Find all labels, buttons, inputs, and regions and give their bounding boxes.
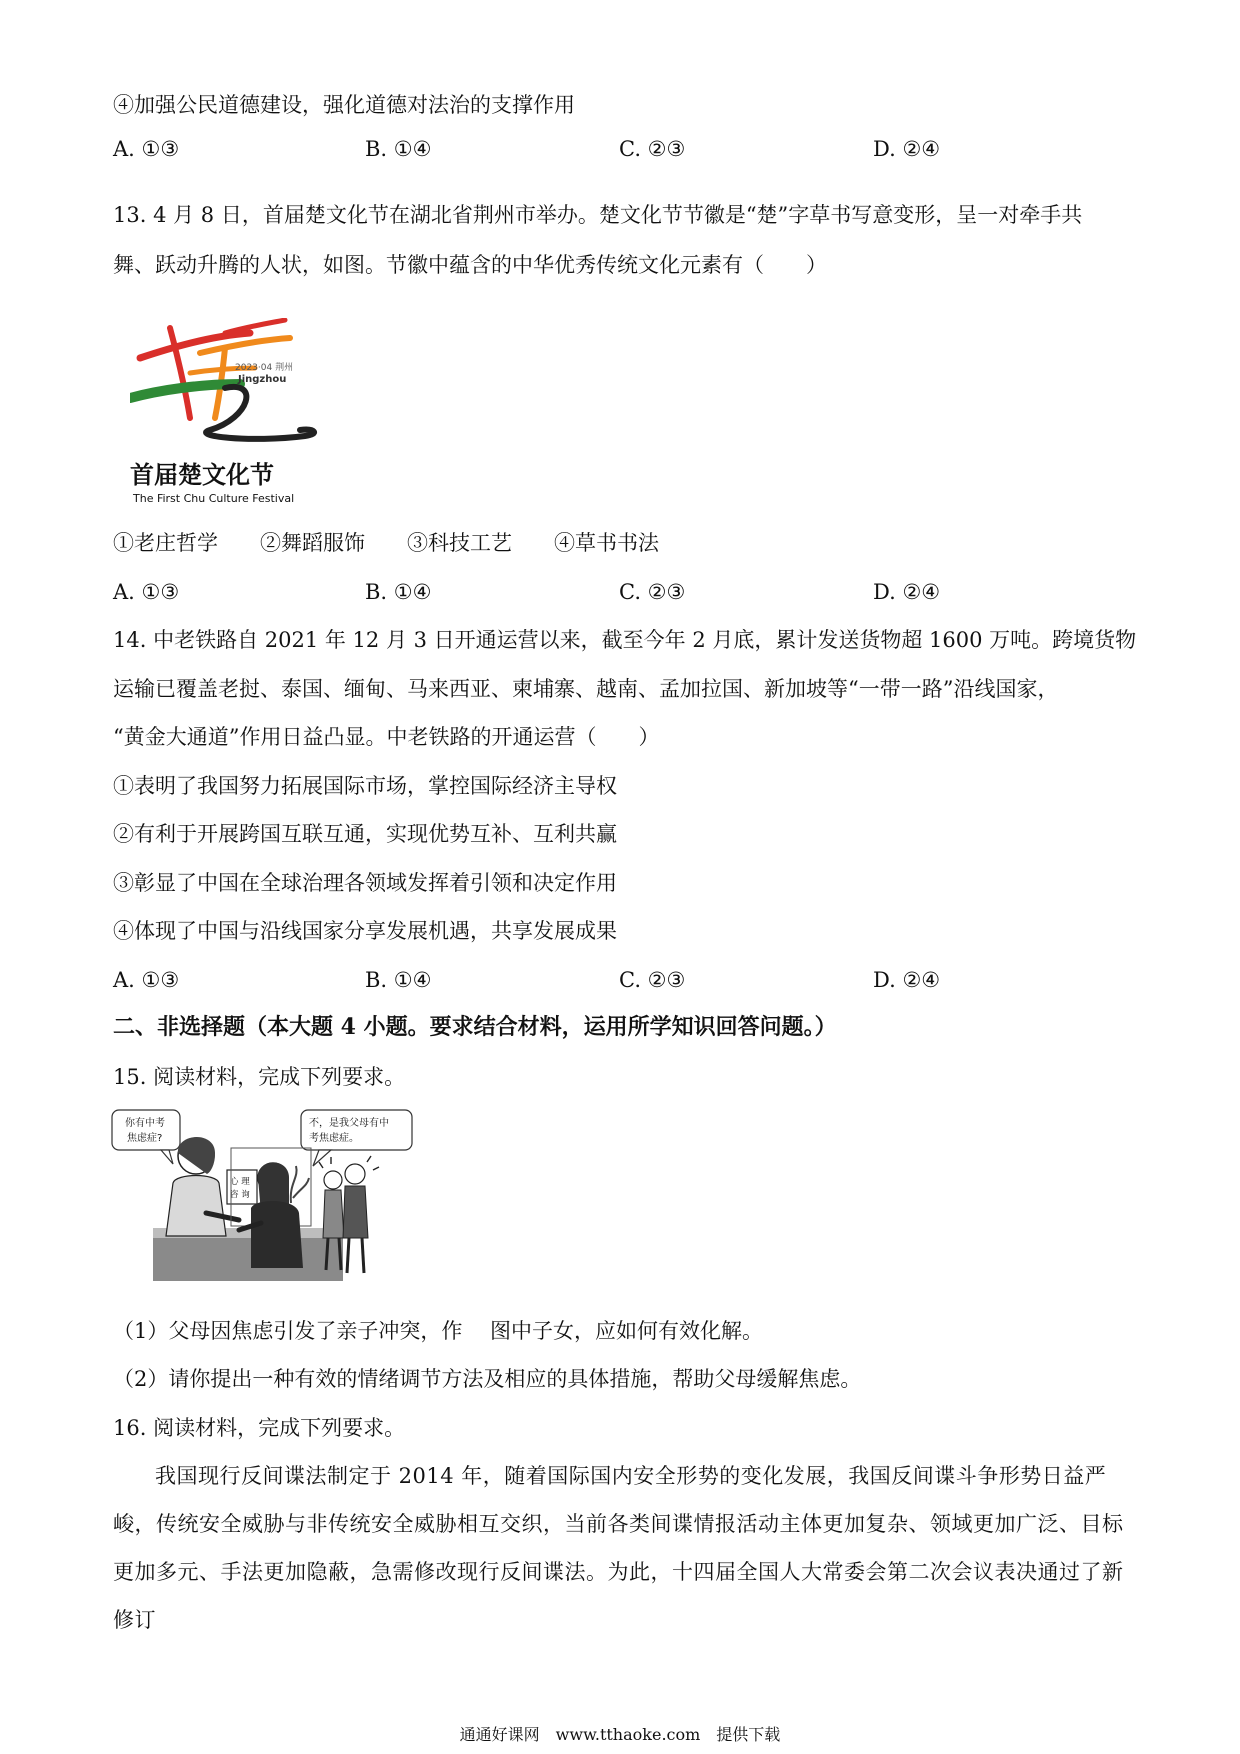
parent-anxiety-cartoon [111, 1108, 416, 1288]
q14-choice-d[interactable]: D. ②④ [873, 968, 941, 992]
q13-stem-line2: 舞、跃动升腾的人状，如图。节徽中蕴含的中华优秀传统文化元素有（ ） [113, 253, 827, 277]
parent-father-body [343, 1186, 368, 1238]
plant [291, 1166, 309, 1203]
logo-black-swoosh [206, 387, 314, 439]
q12-choices [113, 134, 973, 164]
q16-material: 我国现行反间谍法制定于 2014 年，随着国际国内安全形势的变化发展，我国反间谍斗争形势日益严峻，传统安全威胁与非传统安全威胁相互交织，当前各类间谍情报活动主体更加复杂、领域更加广泛、目标更加多元、手法更加隐蔽，急需修改现行反间谍法。为此，十四届全国人大常委会第二次会议表决通过了新修订 [113, 1464, 1124, 1632]
logo-red-stroke-3 [225, 320, 285, 333]
q14-option-3: ③彰显了中国在全球治理各领域发挥着引领和决定作用 [113, 871, 617, 895]
q13-choice-d[interactable]: D. ②④ [873, 580, 941, 604]
q12-choice-c[interactable]: C. ②③ [619, 137, 686, 161]
q13-choice-c[interactable]: C. ②③ [619, 580, 686, 604]
q12-option-4: ④加强公民道德建设，强化道德对法治的支撑作用 [113, 93, 575, 117]
parent-father-head [345, 1164, 365, 1184]
bubble-right-line2: 考焦虑症。 [309, 1133, 359, 1144]
speech-bubble-right-tail [313, 1150, 331, 1166]
q14-stem-line2: 运输已覆盖老挝、泰国、缅甸、马来西亚、柬埔寨、越南、孟加拉国、新加坡等“一带一路”沿线国家， [113, 677, 1059, 701]
q15-sub1: （1）父母因焦虑引发了亲子冲突，作 图中子女，应如何有效化解。 [113, 1319, 764, 1343]
q13-statements: ①老庄哲学 ②舞蹈服饰 ③科技工艺 ④草书书法 [113, 531, 659, 555]
page-footer[interactable]: 通通好课网 www.tthaoke.com 提供下载 [459, 1725, 781, 1744]
speech-bubble-right [301, 1110, 412, 1150]
parent-mother-head [324, 1171, 342, 1189]
bubble-left-line1: 你有中考 [125, 1118, 165, 1129]
q14-stem-line1: 14. 中老铁路自 2021 年 12 月 3 日开通运营以来，截至今年 2 月底，累计发送货物超 1600 万吨。跨境货物 [113, 628, 1137, 652]
logo-name-en: The First Chu Culture Festival [133, 492, 295, 505]
q12-choice-b[interactable]: B. ①④ [365, 137, 432, 161]
sign-line1: 心 理 [230, 1177, 250, 1187]
q14-choices [113, 965, 973, 995]
q14-option-1: ①表明了我国努力拓展国际市场，掌控国际经济主导权 [113, 774, 617, 798]
speech-bubble-left [112, 1110, 180, 1150]
counselor-body [166, 1176, 226, 1237]
logo-date: 2023·04 荆州 [235, 363, 294, 373]
q14-choice-a[interactable]: A. ①③ [113, 968, 180, 992]
parent-mother-leg-right [339, 1238, 341, 1270]
q13-choices [113, 577, 973, 607]
chu-festival-logo [130, 318, 380, 518]
q14-stem-line3: “黄金大通道”作用日益凸显。中老铁路的开通运营（ ） [113, 725, 660, 749]
q14-option-2: ②有利于开展跨国互联互通，实现优势互补、互利共赢 [113, 822, 617, 846]
q14-choice-b[interactable]: B. ①④ [365, 968, 432, 992]
q12-choice-d[interactable]: D. ②④ [873, 137, 941, 161]
section-2-title: 二、非选择题（本大题 4 小题。要求结合材料，运用所学知识回答问题。） [113, 1014, 837, 1040]
parent-mother-body [323, 1190, 344, 1238]
q13-choice-a[interactable]: A. ①③ [113, 580, 180, 604]
parent-mother-leg-left [326, 1238, 328, 1270]
q16-stem: 16. 阅读材料，完成下列要求。 [113, 1416, 406, 1440]
student-body [251, 1201, 303, 1268]
bubble-left-line2: 焦虑症? [127, 1133, 163, 1144]
q14-choice-c[interactable]: C. ②③ [619, 968, 686, 992]
desk [153, 1236, 343, 1281]
logo-city: Jingzhou [238, 374, 287, 385]
parent-father-leg-right [362, 1238, 364, 1273]
q12-choice-a[interactable]: A. ①③ [113, 137, 180, 161]
q15-sub2: （2）请你提出一种有效的情绪调节方法及相应的具体措施，帮助父母缓解焦虑。 [113, 1367, 862, 1391]
sign-line2: 咨 询 [230, 1190, 250, 1200]
speech-bubble-left-tail [161, 1150, 173, 1164]
q15-stem: 15. 阅读材料，完成下列要求。 [113, 1065, 406, 1089]
logo-name-cn: 首届楚文化节 [130, 460, 274, 489]
q13-stem-line1: 13. 4 月 8 日，首届楚文化节在湖北省荆州市举办。楚文化节节徽是“楚”字草书写意变形，呈一对牵手共 [113, 203, 1083, 227]
q14-option-4: ④体现了中国与沿线国家分享发展机遇，共享发展成果 [113, 919, 617, 943]
q13-choice-b[interactable]: B. ①④ [365, 580, 432, 604]
parent-father-leg-left [347, 1238, 349, 1273]
bubble-right-line1: 不，是我父母有中 [309, 1118, 389, 1129]
